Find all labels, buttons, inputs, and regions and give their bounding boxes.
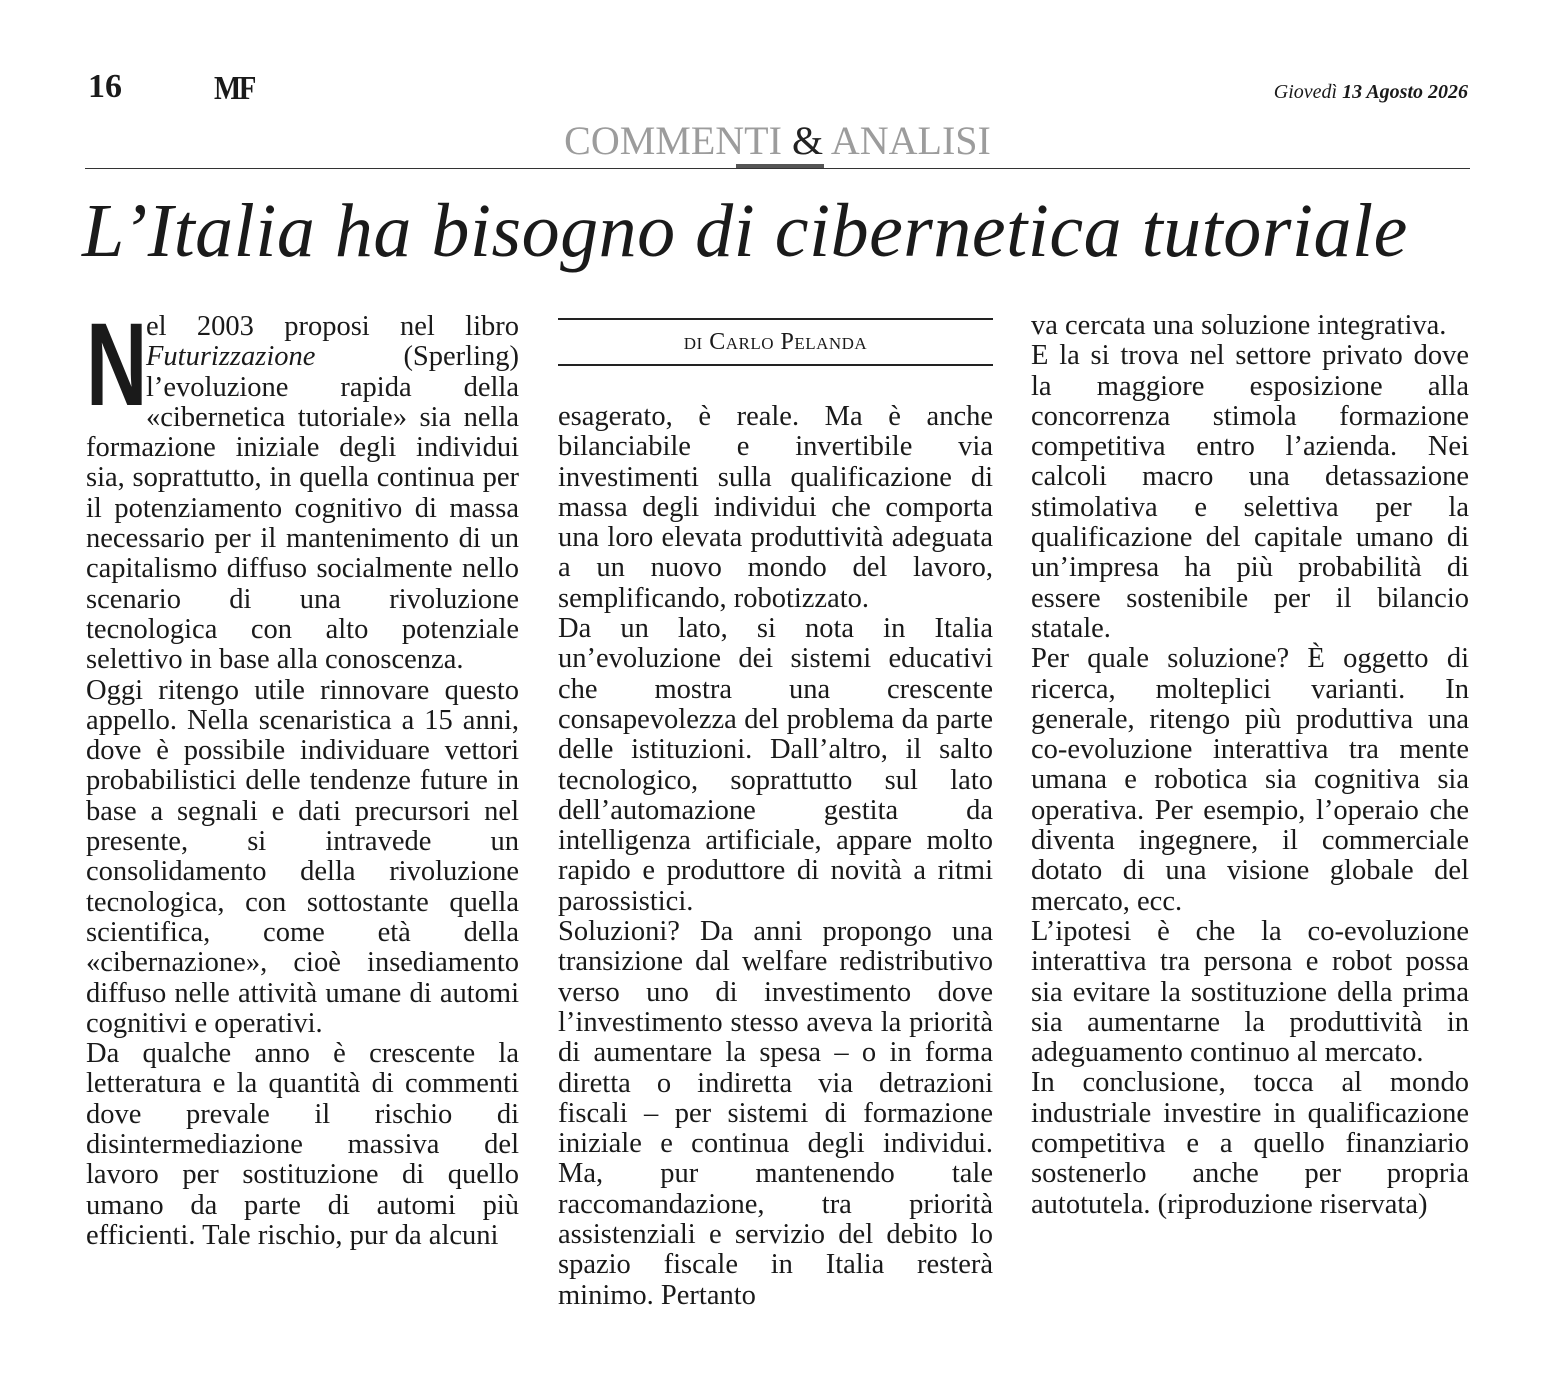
paragraph: L’ipotesi è che la co-evoluzione interattiva tra persona e robot possa sia evitare la sostituzione della prima sia aumentarne la produttività in adeguamento continuo al mercato. bbox=[1031, 915, 1469, 1069]
section-ampersand: & bbox=[791, 118, 824, 163]
issue-date bbox=[1274, 82, 1468, 102]
article-column-3 bbox=[1031, 311, 1469, 1220]
date-weekday: Giovedì bbox=[1273, 81, 1338, 103]
page-number: 16 bbox=[88, 68, 122, 105]
author-name: di Carlo Pelanda bbox=[683, 329, 868, 355]
masthead-logo: MF bbox=[214, 70, 254, 107]
paragraph: E la si trova nel settore privato dove la maggiore esposizione alla concorrenza stimola formazione competitiva entro l’azienda. Nei calcoli macro una detassazione stimolativa e selettiva per la qualificazione del capitale umano di un’impresa ha più probabilità di essere sostenibile per il bilancio statale. bbox=[1031, 340, 1469, 644]
byline bbox=[558, 318, 993, 366]
header-rule bbox=[85, 168, 1470, 169]
paragraph: Per quale soluzione? È oggetto di ricerca, molteplici varianti. In generale, ritengo più produttiva una co-evoluzione interattiva tra mente umana e robotica sia cognitiva sia operativa. Per esempio, l’operaio che diventa ingegnere, il commerciale dotato di una visione globale del mercato, ecc. bbox=[1031, 643, 1469, 917]
paragraph: Da un lato, si nota in Italia un’evoluzione dei sistemi educativi che mostra una crescente consapevolezza del problema da parte delle istituzioni. Dall’altro, il salto tecnologico, soprattutto sul lato dell’automazione gestita da intelligenza artificiale, appare molto rapido e produttore di novità a ritmi parossistici. bbox=[558, 613, 993, 917]
article-column-2 bbox=[558, 312, 993, 1311]
section-left: COMMENTI bbox=[564, 118, 782, 163]
paragraph-text: (Sperling) l’evoluzione rapida della «cibernetica tutoriale» sia nella formazione iniziale degli individui sia, soprattutto, in quella continua per il potenziamento cognitivo di massa necessario per il mantenimento di un capitalismo diffuso socialmente nello scenario di una rivoluzione tecnologica con alto potenziale selettivo in base alla conoscenza. bbox=[86, 341, 519, 676]
section-right: ANALISI bbox=[830, 118, 991, 163]
paragraph: esagerato, è reale. Ma è anche bilanciabile e invertibile via investimenti sulla qualificazione di massa degli individui che comporta una loro elevata produttività adeguata a un nuovo mondo del lavoro, semplificando, robotizzato. bbox=[558, 401, 993, 614]
paragraph-text: el 2003 proposi nel libro bbox=[146, 311, 519, 342]
article-column-1 bbox=[86, 299, 519, 1251]
book-title: Futurizzazione bbox=[146, 341, 316, 373]
paragraph: Soluzioni? Da anni propongo una transizione dal welfare redistributivo verso uno di investimento dove l’investimento stesso aveva la priorità di aumentare la spesa – o in forma diretta o indiretta via detrazioni fiscali – per sistemi di formazione iniziale e continua degli individui. Ma, pur mantenendo tale raccomandazione, tra priorità assistenziali e servizio del debito lo spazio fiscale in Italia resterà minimo. Pertanto bbox=[558, 916, 993, 1311]
paragraph: va cercata una soluzione integrativa. bbox=[1031, 310, 1447, 341]
headline: L’Italia ha bisogno di cibernetica tutoriale bbox=[82, 189, 1408, 273]
date-day-month-year: 13 Agosto 2026 bbox=[1342, 81, 1468, 103]
drop-cap: N bbox=[86, 299, 148, 431]
paragraph: Da qualche anno è crescente la letteratura e la quantità di commenti dove prevale il rischio di disintermediazione massiva del lavoro per sostituzione di quello umano da parte di automi più efficienti. Tale rischio, pur da alcuni bbox=[86, 1038, 519, 1251]
paragraph: Oggi ritengo utile rinnovare questo appello. Nella scenaristica a 15 anni, dove è possibile individuare vettori probabilistici delle tendenze future in base a segnali e dati precursori nel presente, si intravede un consolidamento della rivoluzione tecnologica, con sottostante quella scientifica, come età della «cibernazione», cioè insediamento diffuso nelle attività umane di automi cognitivi e operativi. bbox=[86, 674, 519, 1039]
paragraph bbox=[86, 299, 519, 676]
section-title bbox=[0, 118, 1555, 163]
paragraph: In conclusione, tocca al mondo industriale investire in qualificazione competitiva e a quello finanziario sostenerlo anche per propria autotutela. (riproduzione riservata) bbox=[1031, 1067, 1469, 1220]
